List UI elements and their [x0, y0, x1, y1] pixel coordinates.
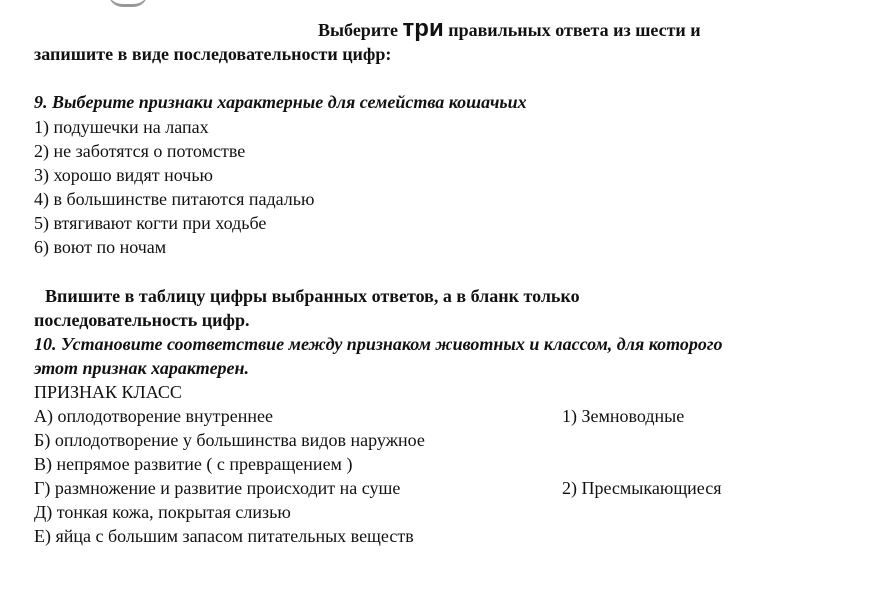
instruction-emphasis: три — [402, 15, 444, 42]
instruction-heading-line2: запишите в виде последовательности цифр: — [34, 44, 392, 64]
q10-feature: Б) оплодотворение у большинства видов наружное — [34, 430, 425, 450]
q10-feature: Г) размножение и развитие происходит на суше — [34, 478, 401, 498]
instruction-2-line2: последовательность цифр. — [34, 310, 250, 330]
question-10-title-line2: этот признак характерен. — [34, 358, 250, 378]
q9-option: 1) подушечки на лапах — [34, 117, 209, 137]
instruction-heading-line1 — [318, 17, 701, 42]
question-9-title: 9. Выберите признаки характерные для семейства кошачьих — [34, 92, 527, 112]
q10-feature: А) оплодотворение внутреннее — [34, 406, 273, 426]
scan-artifact — [108, 0, 148, 7]
q10-class: 1) Земноводные — [562, 406, 685, 426]
q9-option: 2) не заботятся о потомстве — [34, 141, 246, 161]
q9-option: 6) воют по ночам — [34, 237, 167, 257]
q10-feature: Е) яйца с большим запасом питательных веществ — [34, 526, 414, 546]
q10-feature: Д) тонкая кожа, покрытая слизью — [34, 502, 291, 522]
q9-option: 5) втягивают когти при ходьбе — [34, 213, 267, 233]
q10-class: 2) Пресмыкающиеся — [562, 478, 722, 498]
q10-column-header: ПРИЗНАК КЛАСС — [34, 382, 182, 402]
q10-feature: В) непрямое развитие ( с превращением ) — [34, 454, 353, 474]
instruction-text-after: правильных ответа из шести и — [443, 20, 701, 40]
question-10-title-line1: 10. Установите соответствие между признаком животных и классом, для которого — [34, 334, 723, 354]
instruction-2-line1: Впишите в таблицу цифры выбранных ответов, а в бланк только — [45, 286, 580, 306]
instruction-text-before: Выберите — [318, 20, 403, 40]
q9-option: 3) хорошо видят ночью — [34, 165, 213, 185]
q9-option: 4) в большинстве питаются падалью — [34, 189, 315, 209]
